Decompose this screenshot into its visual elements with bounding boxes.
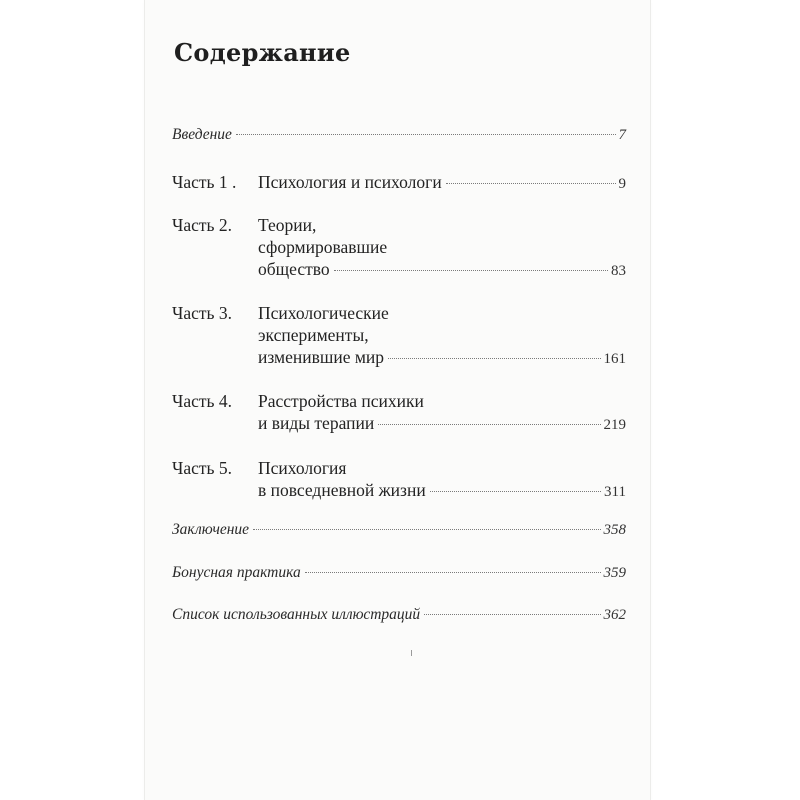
toc-entry-introduction	[172, 124, 626, 146]
toc-entry-title: Список использованных иллюстраций	[172, 606, 421, 623]
toc-page-number: 83	[611, 263, 626, 279]
dot-leader	[334, 270, 608, 271]
toc-entry-title-line: сформировавшие	[258, 237, 388, 257]
toc-part-label: Часть 4.	[172, 391, 233, 411]
toc-entry-title: Введение	[172, 126, 232, 143]
dot-leader	[424, 614, 600, 615]
toc-entry-part-5	[172, 457, 626, 503]
toc-page-number: 7	[618, 127, 626, 143]
dot-leader	[430, 491, 601, 492]
toc-page-number: 359	[603, 565, 626, 581]
toc-entry-part-4	[172, 390, 626, 436]
toc-entry-title-line: эксперименты,	[258, 325, 369, 345]
toc-page-number: 219	[603, 417, 626, 433]
toc-entry-title: изменившие мир	[258, 347, 385, 367]
toc-entry-title-line: Теории,	[258, 215, 317, 235]
toc-part-label: Часть 2.	[172, 215, 233, 235]
toc-part-label: Часть 3.	[172, 303, 233, 323]
toc-entry-bonus-practice	[172, 562, 626, 584]
toc-page-number: 358	[603, 522, 626, 538]
toc-entry-title: Заключение	[172, 521, 250, 538]
toc-entry-title: и виды терапии	[258, 413, 375, 433]
print-speck	[411, 650, 412, 656]
toc-entry-title-line: Психология	[258, 458, 347, 478]
toc-part-label: Часть 1 .	[172, 172, 237, 192]
toc-entry-illustrations-list	[172, 604, 626, 626]
dot-leader	[253, 529, 600, 530]
toc-entry-title-line: Расстройства психики	[258, 391, 424, 411]
dot-leader	[236, 134, 616, 135]
toc-entry-part-2	[172, 214, 626, 282]
toc-page-number: 311	[604, 484, 626, 500]
page-title: Содержание	[174, 38, 351, 67]
toc-page-number: 362	[603, 607, 626, 623]
toc-entry-title: Психология и психологи	[258, 172, 442, 192]
dot-leader	[446, 183, 616, 184]
toc-part-label: Часть 5.	[172, 458, 233, 478]
dot-leader	[378, 424, 600, 425]
toc-entry-title-line: Психологические	[258, 303, 389, 323]
toc-entry-conclusion	[172, 519, 626, 541]
toc-page-number: 161	[603, 351, 626, 367]
dot-leader	[305, 572, 601, 573]
toc-page-number: 9	[618, 176, 626, 192]
toc-entry-title: общество	[258, 259, 330, 279]
toc-entry-part-1	[172, 171, 626, 195]
toc-entry-title: Бонусная практика	[172, 564, 301, 581]
toc-entry-part-3	[172, 302, 626, 370]
toc-entry-title: в повседневной жизни	[258, 480, 426, 500]
dot-leader	[388, 358, 600, 359]
